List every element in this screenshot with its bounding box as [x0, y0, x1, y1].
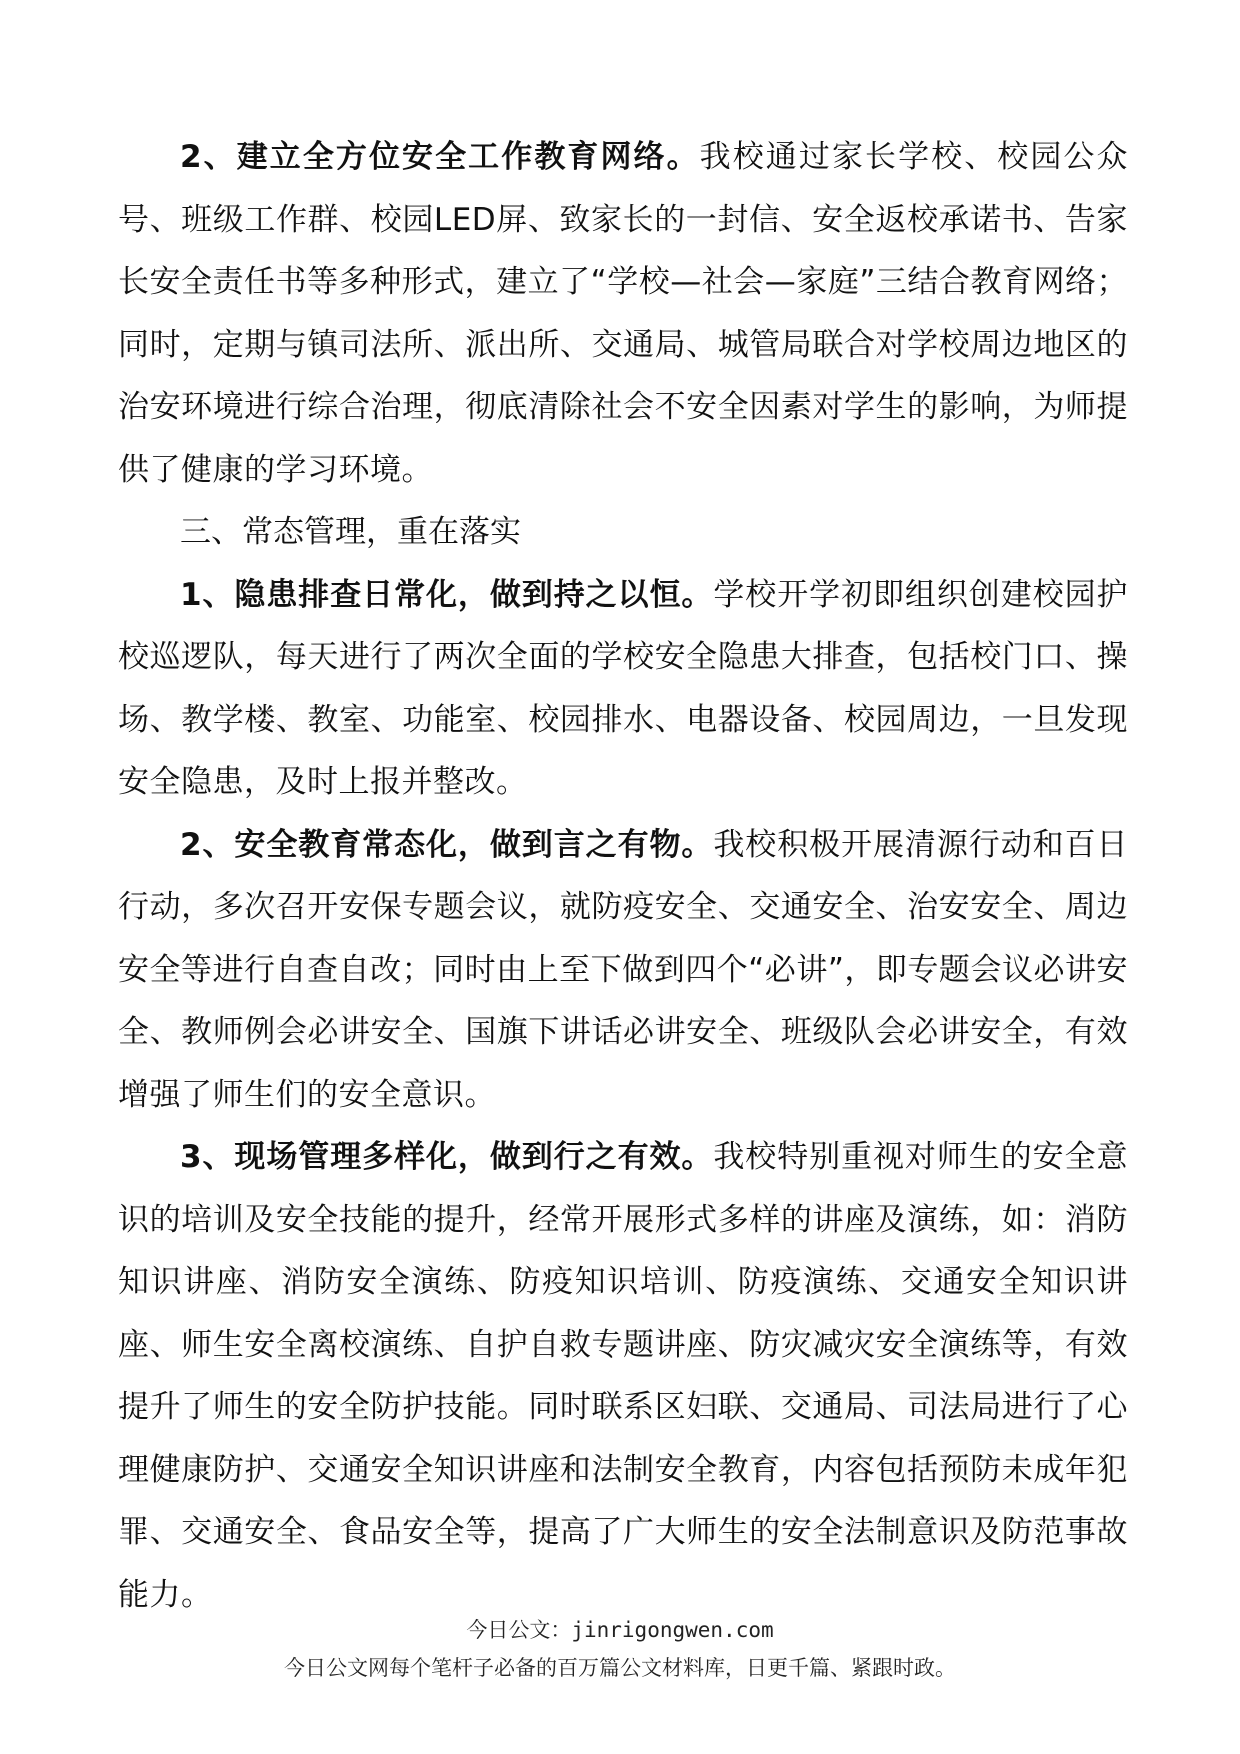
- footer-site-url[interactable]: jinrigongwen.com: [571, 1618, 774, 1642]
- paragraph-lead: 1、隐患排查日常化，做到持之以恒。: [180, 576, 714, 613]
- paragraph-lead: 2、安全教育常态化，做到言之有物。: [180, 826, 714, 863]
- paragraph-text: 学校开学初即组织创建校园护校巡逻队，每天进行了两次全面的学校安全隐患大排查，包括校门口、操场、教学楼、教室、功能室、校园排水、电器设备、校园周边，一旦发现安全隐患，及时上报并整改。: [118, 576, 1128, 800]
- paragraph-education-network: [118, 126, 1128, 501]
- paragraph-lead: 3、现场管理多样化，做到行之有效。: [180, 1139, 714, 1175]
- footer-site-label: 今日公文：: [466, 1618, 572, 1642]
- document-body: [118, 126, 1128, 1626]
- section-heading: 三、常态管理，重在落实: [180, 514, 521, 550]
- footer-tagline: 今日公文网每个笔杆子必备的百万篇公文材料库，日更千篇、紧跟时政。: [284, 1656, 956, 1680]
- paragraph-text: 我校特别重视对师生的安全意识的培训及安全技能的提升，经常开展形式多样的讲座及演练，如：消防知识讲座、消防安全演练、防疫知识培训、防疫演练、交通安全知识讲座、师生安全离校演练、自护自救专题讲座、防灾减灾安全演练等，有效提升了师生的安全防护技能。同时联系区妇联、交通局、司法局进行了心理健康防护、交通安全知识讲座和法制安全教育，内容包括预防未成年犯罪、交通安全、食品安全等，提高了广大师生的安全法制意识及防范事故能力。: [118, 1139, 1128, 1613]
- footer-site-line: [0, 1614, 1240, 1644]
- paragraph-hazard-inspection: [118, 564, 1128, 814]
- paragraph-lead: 2、建立全方位安全工作教育网络。: [180, 139, 700, 175]
- paragraph-text: 我校积极开展清源行动和百日行动，多次召开安保专题会议，就防疫安全、交通安全、治安安全、周边安全等进行自查自改；同时由上至下做到四个“必讲”，即专题会议必讲安全、教师例会必讲安全、国旗下讲话必讲安全、班级队会必讲安全，有效增强了师生们的安全意识。: [118, 826, 1128, 1113]
- paragraph-safety-education: [118, 814, 1128, 1127]
- paragraph-text: 我校通过家长学校、校园公众号、班级工作群、校园LED屏、致家长的一封信、安全返校承诺书、告家长安全责任书等多种形式，建立了“学校—社会—家庭”三结合教育网络；同时，定期与镇司法所、派出所、交通局、城管局联合对学校周边地区的治安环境进行综合治理，彻底清除社会不安全因素对学生的影响，为师提供了健康的学习环境。: [118, 139, 1128, 488]
- paragraph-onsite-management: [118, 1126, 1128, 1626]
